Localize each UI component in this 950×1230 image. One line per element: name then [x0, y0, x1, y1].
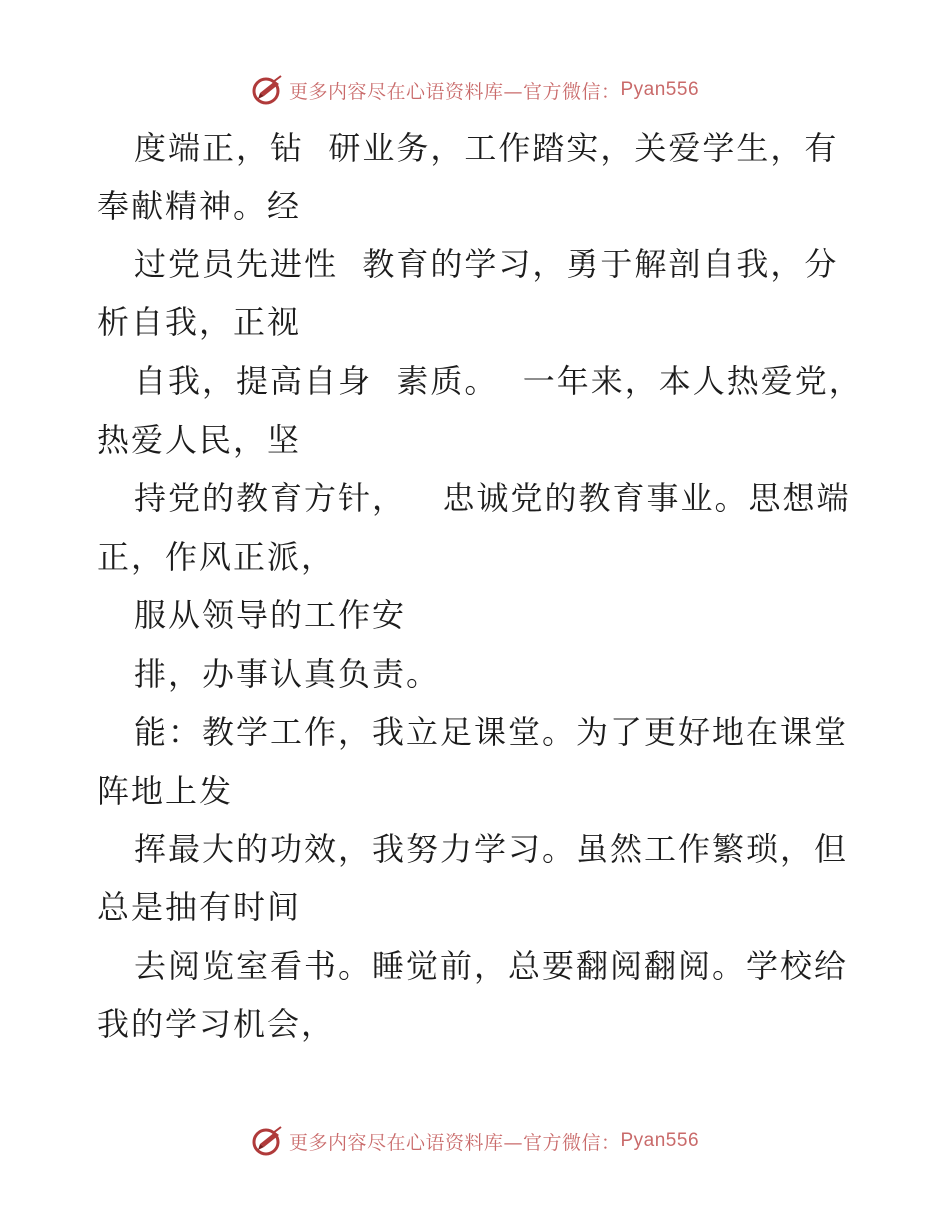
body-line: 过党员先进性 教育的学习，勇于解剖自我，分: [134, 245, 839, 283]
footer-banner-text: 更多内容尽在心语资料库—官方微信：: [288, 1131, 621, 1154]
header-banner-text: 更多内容尽在心语资料库—官方微信：: [288, 80, 621, 103]
body-line: 总是抽有时间: [97, 888, 302, 926]
footer-banner-handle: Pyan556: [620, 1130, 700, 1151]
body-line: 能：教学工作，我立足课堂。为了更好地在课堂: [134, 713, 849, 751]
body-line: 热爱人民，坚: [97, 421, 302, 459]
body-line: 服从领导的工作安: [134, 596, 407, 634]
body-line: 自我，提高自身 素质。 一年来，本人热爱党，: [134, 362, 863, 400]
footer-banner: [0, 1121, 950, 1161]
body-line: 阵地上发: [97, 772, 234, 810]
body-line: 析自我，正视: [97, 303, 302, 341]
body-line: 奉献精神。经: [97, 187, 302, 225]
body-line: 去阅览室看书。睡觉前，总要翻阅翻阅。学校给: [134, 947, 849, 985]
body-line: 持党的教育方针， 忠诚党的教育事业。思想端: [134, 479, 851, 517]
body-line: 我的学习机会，: [97, 1005, 336, 1043]
body-line: 正，作风正派，: [97, 538, 336, 576]
header-banner-handle: Pyan556: [620, 79, 700, 100]
pen-logo-icon: [251, 1124, 285, 1158]
body-line: 度端正，钻 研业务，工作踏实，关爱学生，有: [134, 129, 839, 167]
body-line: 排，办事认真负责。: [134, 655, 441, 693]
body-line: 挥最大的功效，我努力学习。虽然工作繁琐，但: [134, 830, 849, 868]
